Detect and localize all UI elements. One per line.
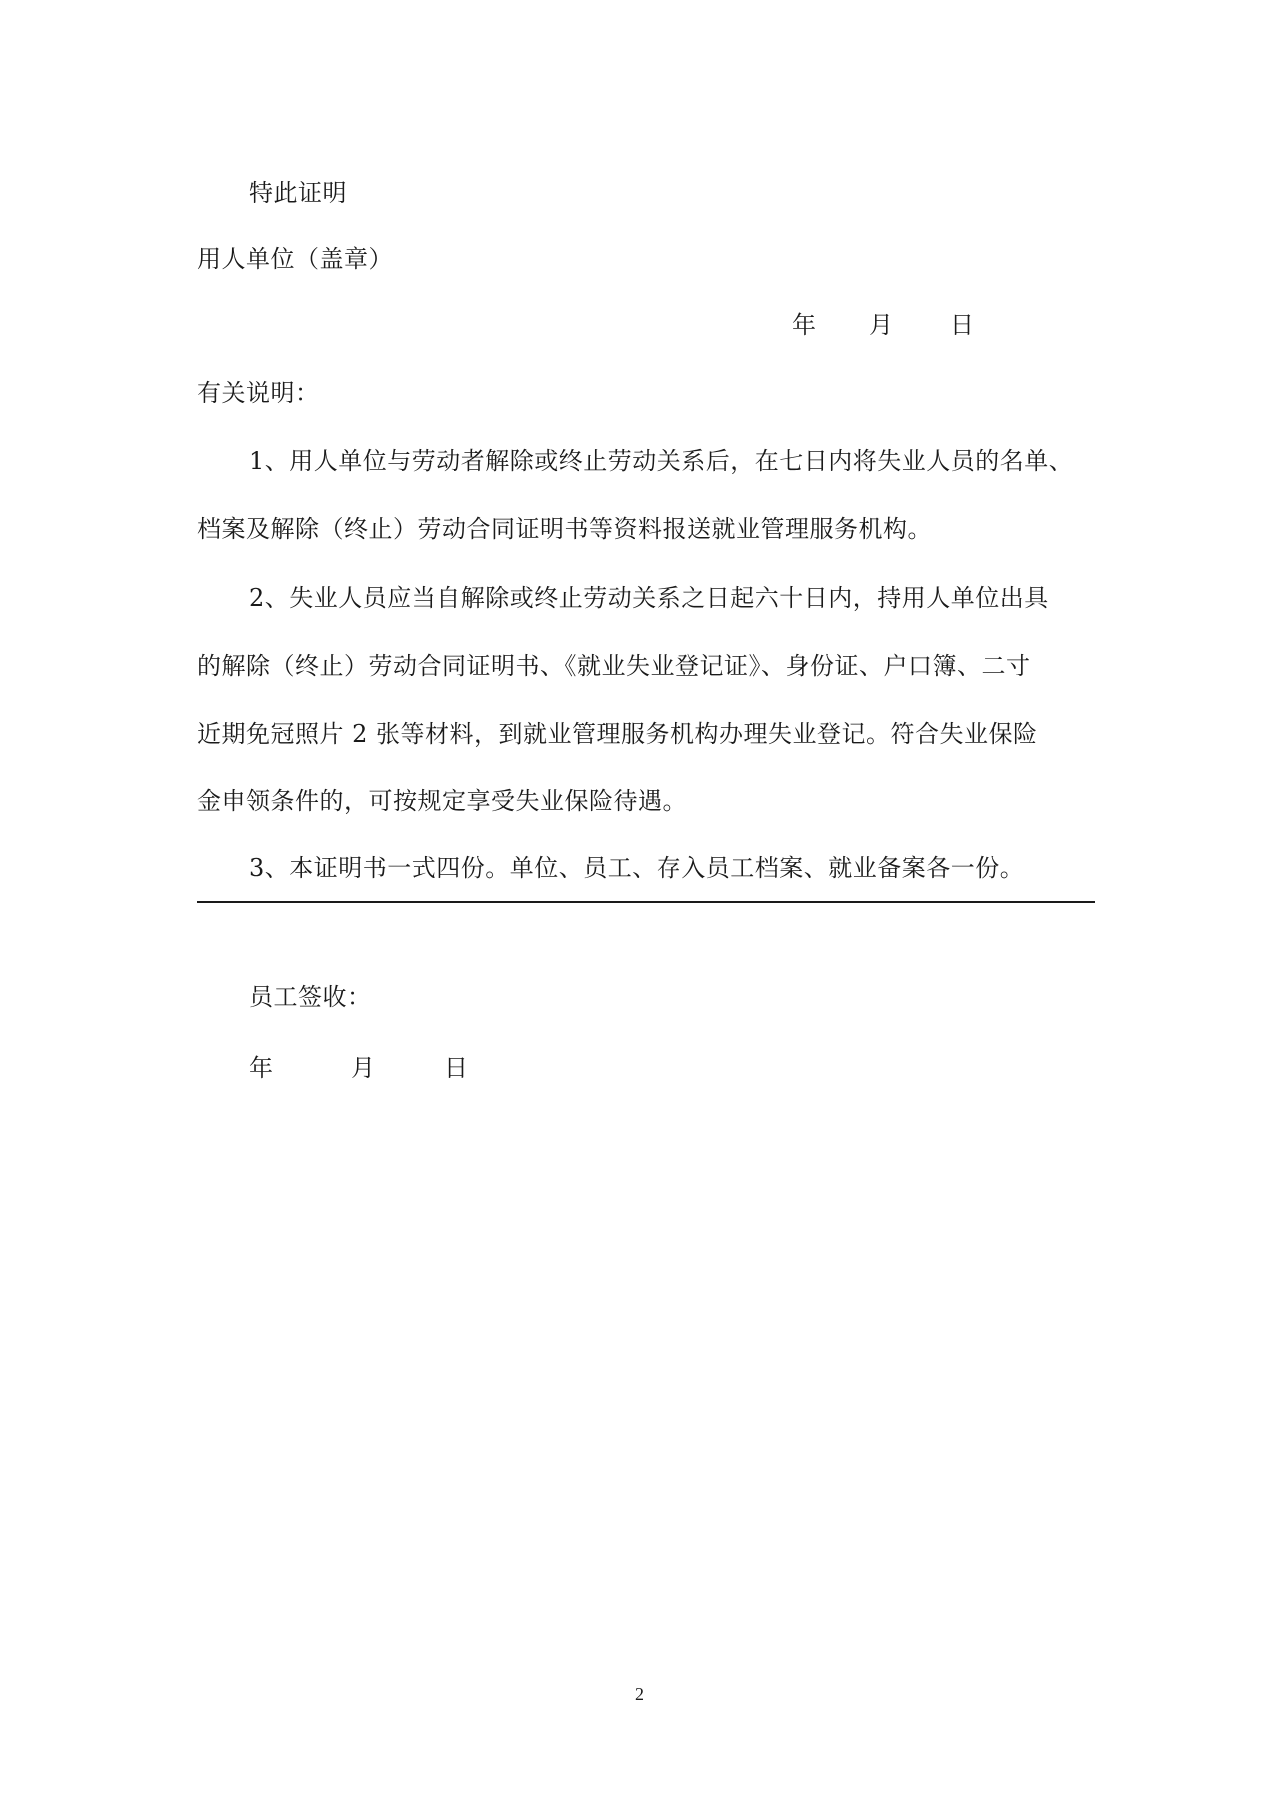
- note-2-line-3: 近期免冠照片 2 张等材料，到就业管理服务机构办理失业登记。符合失业保险: [197, 720, 1038, 748]
- note-2-line-4: 金申领条件的，可按规定享受失业保险待遇。: [197, 787, 687, 815]
- notes-heading: 有关说明：: [197, 379, 320, 407]
- employer-date-year: 年: [792, 311, 817, 339]
- employee-date-month: 月: [351, 1054, 376, 1082]
- employee-date-year: 年: [249, 1054, 274, 1082]
- separator-rule: [197, 901, 1095, 903]
- note-2-line-2: 的解除（终止）劳动合同证明书、《就业失业登记证》、身份证、户口簿、二寸: [197, 652, 1031, 680]
- employer-date-day: 日: [950, 311, 975, 339]
- note-2-line-1: 2、失业人员应当自解除或终止劳动关系之日起六十日内，持用人单位出具: [249, 584, 1049, 612]
- note-3-line-1: 3、本证明书一式四份。单位、员工、存入员工档案、就业备案各一份。: [249, 854, 1025, 882]
- employee-date-day: 日: [444, 1054, 469, 1082]
- note-1-line-1: 1、用人单位与劳动者解除或终止劳动关系后，在七日内将失业人员的名单、: [249, 447, 1074, 475]
- closing-text: 特此证明: [249, 179, 347, 207]
- page-number: 2: [635, 1684, 644, 1704]
- note-1-line-2: 档案及解除（终止）劳动合同证明书等资料报送就业管理服务机构。: [197, 515, 932, 543]
- employee-sign-label: 员工签收：: [249, 983, 372, 1011]
- employer-seal-label: 用人单位（盖章）: [197, 245, 393, 273]
- employer-date-month: 月: [869, 311, 894, 339]
